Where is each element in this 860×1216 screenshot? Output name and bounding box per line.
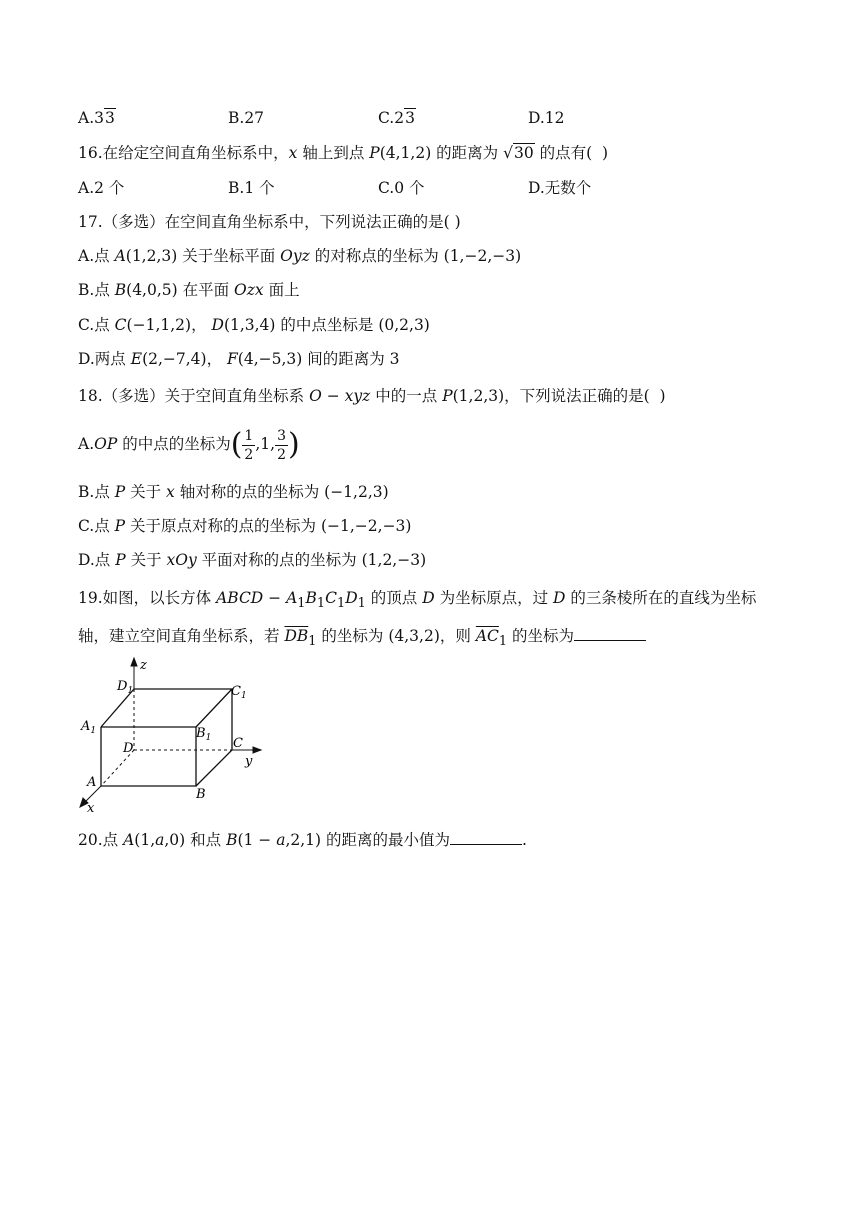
- q17-option-d: D.两点 E(2,−7,4)， F(4,−5,3) 间的距离为 3: [78, 350, 400, 368]
- label-a: A: [87, 775, 97, 790]
- q18-option-a: A.OP 的中点的坐标为( $\frac{1}{2}$ ,1, $\frac{3}{2}$ ): [78, 427, 300, 463]
- q16-option-b: B.1 个: [228, 179, 275, 197]
- label-z: z: [140, 658, 147, 673]
- q18-option-b: B.点 P 关于 x 轴对称的点的坐标为 (−1,2,3): [78, 483, 389, 501]
- q15-option-a: A.33: [78, 109, 115, 127]
- label-b1: $B_1$: [196, 726, 212, 743]
- q16-option-d: D.无数个: [528, 179, 592, 197]
- q16-stem: 16.在给定空间直角坐标系中，x 轴上到点 P(4,1,2) 的距离为 √30 的点有( ): [78, 144, 609, 162]
- q17-stem: 17.（多选）在空间直角坐标系中，下列说法正确的是( ): [78, 213, 461, 231]
- label-d1: $D_1$: [117, 679, 134, 696]
- q16-option-c: C.0 个: [378, 179, 425, 197]
- label-c: C: [233, 736, 243, 751]
- front-face: [101, 727, 196, 786]
- label-y: y: [245, 754, 253, 769]
- q19-stem-line2: 轴，建立空间直角坐标系，若 $\overline{DB}_1$ 的坐标为 (4,3,2)，则 $\overline{AC}_1$ 的坐标为: [78, 626, 646, 652]
- q18-stem: 18.（多选）关于空间直角坐标系 O − xyz 中的一点 P(1,2,3)，下列说法正确的是( ): [78, 387, 666, 405]
- q18-option-c: C.点 P 关于原点对称的点的坐标为 (−1,−2,−3): [78, 517, 412, 535]
- q18-option-d: D.点 P 关于 xOy 平面对称的点的坐标为 (1,2,−3): [78, 551, 427, 569]
- label-b: B: [196, 787, 206, 802]
- q17-option-a: A.点 A(1,2,3) 关于坐标平面 Oyz 的对称点的坐标为 (1,−2,−3): [78, 247, 522, 265]
- label-c1: $C_1$: [231, 684, 247, 701]
- top-face: [101, 689, 232, 727]
- q19-stem-line1: 19.如图，以长方体 ABCD − $A_1B_1C_1D_1$ 的顶点 D 为坐标原点，过 D 的三条棱所在的直线为坐标: [78, 589, 757, 612]
- q16-option-a: A.2 个: [78, 179, 125, 197]
- q20-stem: 20.点 A(1,a,0) 和点 B(1 − a,2,1) 的距离的最小值为 .: [78, 831, 527, 849]
- label-a1: $A_1$: [81, 719, 97, 736]
- q15-option-c: C.23: [378, 109, 415, 127]
- label-d: D: [123, 741, 134, 756]
- label-x: x: [87, 801, 95, 815]
- q17-option-b: B.点 B(4,0,5) 在平面 Ozx 面上: [78, 281, 300, 299]
- cuboid-figure: [70, 655, 270, 815]
- q15-option-b: B.27: [228, 109, 265, 127]
- q15-option-d: D.12: [528, 109, 565, 127]
- q17-option-c: C.点 C(−1,1,2)， D(1,3,4) 的中点坐标是 (0,2,3): [78, 316, 430, 334]
